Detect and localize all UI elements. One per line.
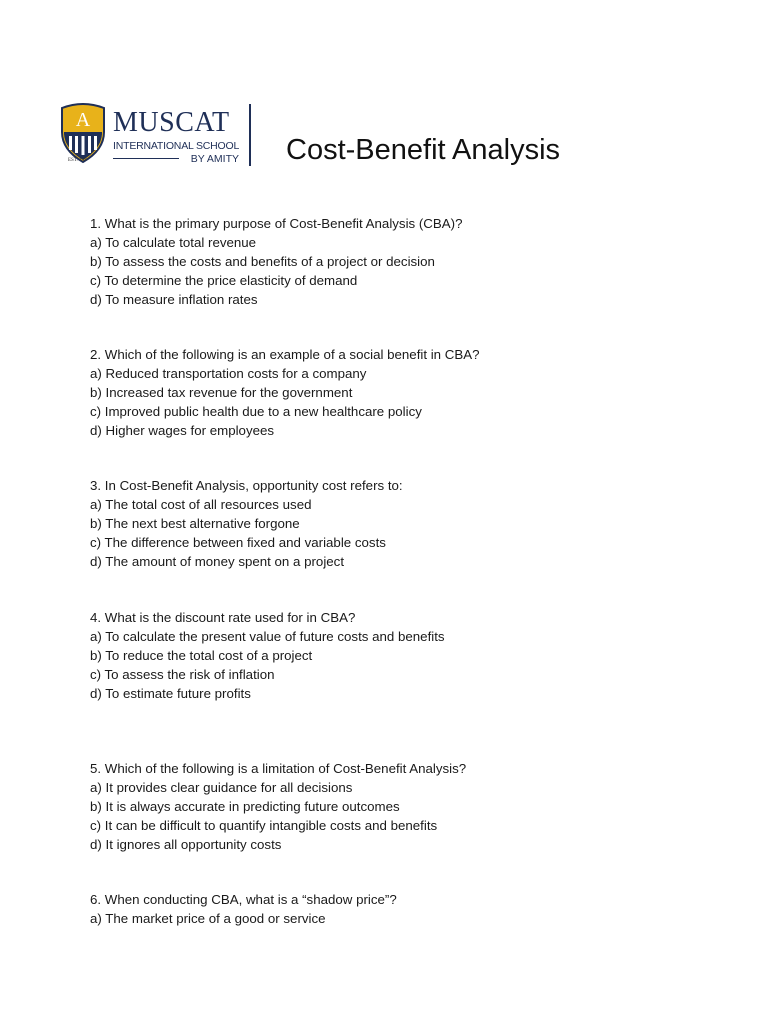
- option-b: b) To reduce the total cost of a project: [90, 647, 313, 663]
- option-a: a) To calculate the present value of future costs and benefits: [90, 628, 445, 644]
- school-crest-icon: [60, 102, 106, 164]
- question-2: [90, 346, 730, 441]
- option-a: a) The market price of a good or service: [90, 910, 326, 926]
- document-header: [60, 102, 620, 172]
- question-text: 6. When conducting CBA, what is a “shadow price”?: [90, 892, 397, 907]
- question-text: 1. What is the primary purpose of Cost-Benefit Analysis (CBA)?: [90, 216, 463, 231]
- established-label: EST. 199: [68, 158, 87, 163]
- option-a: a) Reduced transportation costs for a company: [90, 365, 367, 381]
- option-d: d) To estimate future profits: [90, 685, 251, 701]
- school-tagline: BY AMITY: [190, 153, 239, 165]
- question-text: 3. In Cost-Benefit Analysis, opportunity cost refers to:: [90, 478, 403, 493]
- header-divider: [249, 104, 251, 166]
- question-4: [90, 609, 730, 704]
- option-c: c) It can be difficult to quantify intangible costs and benefits: [90, 817, 438, 833]
- option-c: c) To determine the price elasticity of demand: [90, 272, 358, 288]
- school-subtitle: INTERNATIONAL SCHOOL: [113, 140, 240, 152]
- option-d: d) To measure inflation rates: [90, 291, 258, 307]
- option-b: b) To assess the costs and benefits of a project or decision: [90, 253, 435, 269]
- page-title: Cost-Benefit Analysis: [286, 134, 561, 166]
- question-5: [90, 760, 730, 855]
- question-text: 4. What is the discount rate used for in CBA?: [90, 610, 356, 625]
- question-3: [90, 477, 730, 572]
- crest-letter: A: [75, 109, 91, 131]
- option-a: a) It provides clear guidance for all decisions: [90, 779, 353, 795]
- school-wordmark: [113, 108, 245, 168]
- option-d: d) Higher wages for employees: [90, 422, 275, 438]
- option-d: d) The amount of money spent on a project: [90, 553, 345, 569]
- question-text: 5. Which of the following is a limitation of Cost-Benefit Analysis?: [90, 761, 467, 776]
- option-b: b) Increased tax revenue for the government: [90, 384, 353, 400]
- option-d: d) It ignores all opportunity costs: [90, 836, 282, 852]
- wordmark-rule: [113, 158, 179, 159]
- option-b: b) It is always accurate in predicting future outcomes: [90, 798, 400, 814]
- school-name: MUSCAT: [113, 107, 230, 138]
- question-6: [90, 891, 730, 929]
- option-c: c) The difference between fixed and variable costs: [90, 534, 386, 550]
- option-c: c) To assess the risk of inflation: [90, 666, 275, 682]
- option-a: a) To calculate total revenue: [90, 234, 257, 250]
- option-a: a) The total cost of all resources used: [90, 496, 312, 512]
- question-text: 2. Which of the following is an example of a social benefit in CBA?: [90, 347, 480, 362]
- option-b: b) The next best alternative forgone: [90, 515, 300, 531]
- question-1: [90, 215, 730, 310]
- option-c: c) Improved public health due to a new healthcare policy: [90, 403, 422, 419]
